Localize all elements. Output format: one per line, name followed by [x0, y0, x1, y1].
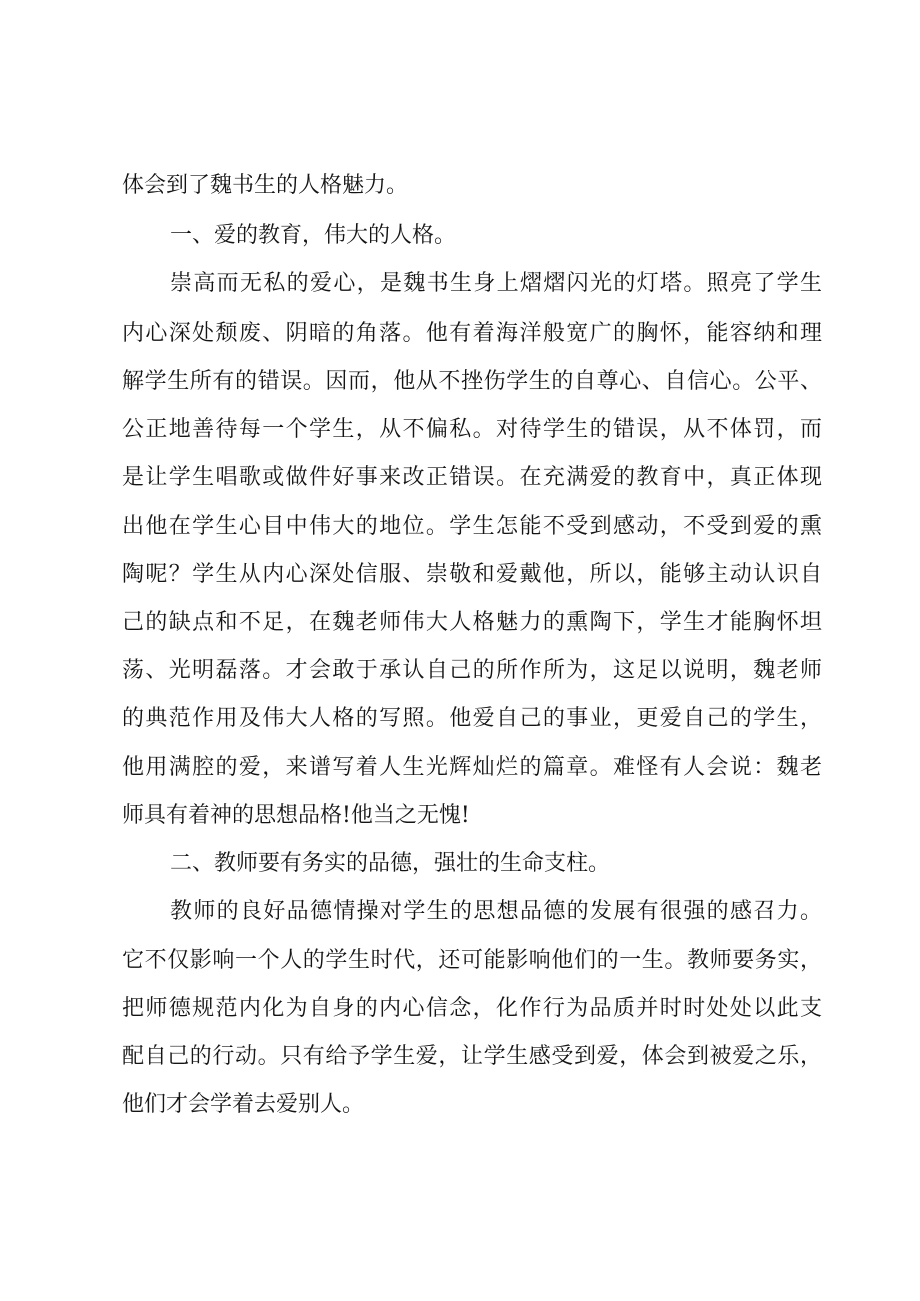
paragraph-line: 它不仅影响一个人的学生时代，还可能影响他们的一生。教师要务实，	[122, 948, 822, 973]
paragraph-line: 内心深处颓废、阴暗的角落。他有着海洋般宽广的胸怀，能容纳和理	[122, 321, 822, 346]
paragraph-line: 他们才会学着去爱别人。	[122, 1092, 365, 1117]
paragraph-line: 出他在学生心目中伟大的地位。学生怎能不受到感动，不受到爱的熏	[122, 514, 822, 539]
intro-tail-line: 体会到了魏书生的人格魅力。	[122, 173, 409, 198]
paragraph-line: 荡、光明磊落。才会敢于承认自己的所作所为，这足以说明，魏老师	[122, 658, 822, 683]
paragraph-line: 师具有着神的思想品格!他当之无愧!	[122, 803, 470, 828]
paragraph-line: 是让学生唱歌或做件好事来改正错误。在充满爱的教育中，真正体现	[122, 465, 822, 490]
paragraph-line: 陶呢？学生从内心深处信服、崇敬和爱戴他，所以，能够主动认识自	[122, 562, 822, 587]
paragraph-line: 配自己的行动。只有给予学生爱，让学生感受到爱，体会到被爱之乐，	[122, 1044, 822, 1069]
paragraph-line: 的典范作用及伟大人格的写照。他爱自己的事业，更爱自己的学生，	[122, 706, 822, 731]
paragraph-line: 教师的良好品德情操对学生的思想品德的发展有很强的感召力。	[170, 899, 822, 924]
paragraph-line: 崇高而无私的爱心，是魏书生身上熠熠闪光的灯塔。照亮了学生	[170, 271, 822, 296]
section-2-heading: 二、教师要有务实的品德，强壮的生命支柱。	[170, 851, 611, 876]
section-1-heading: 一、爱的教育，伟大的人格。	[170, 223, 457, 248]
paragraph-line: 把师德规范内化为自身的内心信念，化作行为品质并时时处处以此支	[122, 996, 822, 1021]
paragraph-line: 公正地善待每一个学生，从不偏私。对待学生的错误，从不体罚，而	[122, 417, 822, 442]
paragraph-line: 己的缺点和不足，在魏老师伟大人格魅力的熏陶下，学生才能胸怀坦	[122, 610, 822, 635]
paragraph-line: 他用满腔的爱，来谱写着人生光辉灿烂的篇章。难怪有人会说：魏老	[122, 755, 822, 780]
paragraph-line: 解学生所有的错误。因而，他从不挫伤学生的自尊心、自信心。公平、	[122, 369, 822, 394]
